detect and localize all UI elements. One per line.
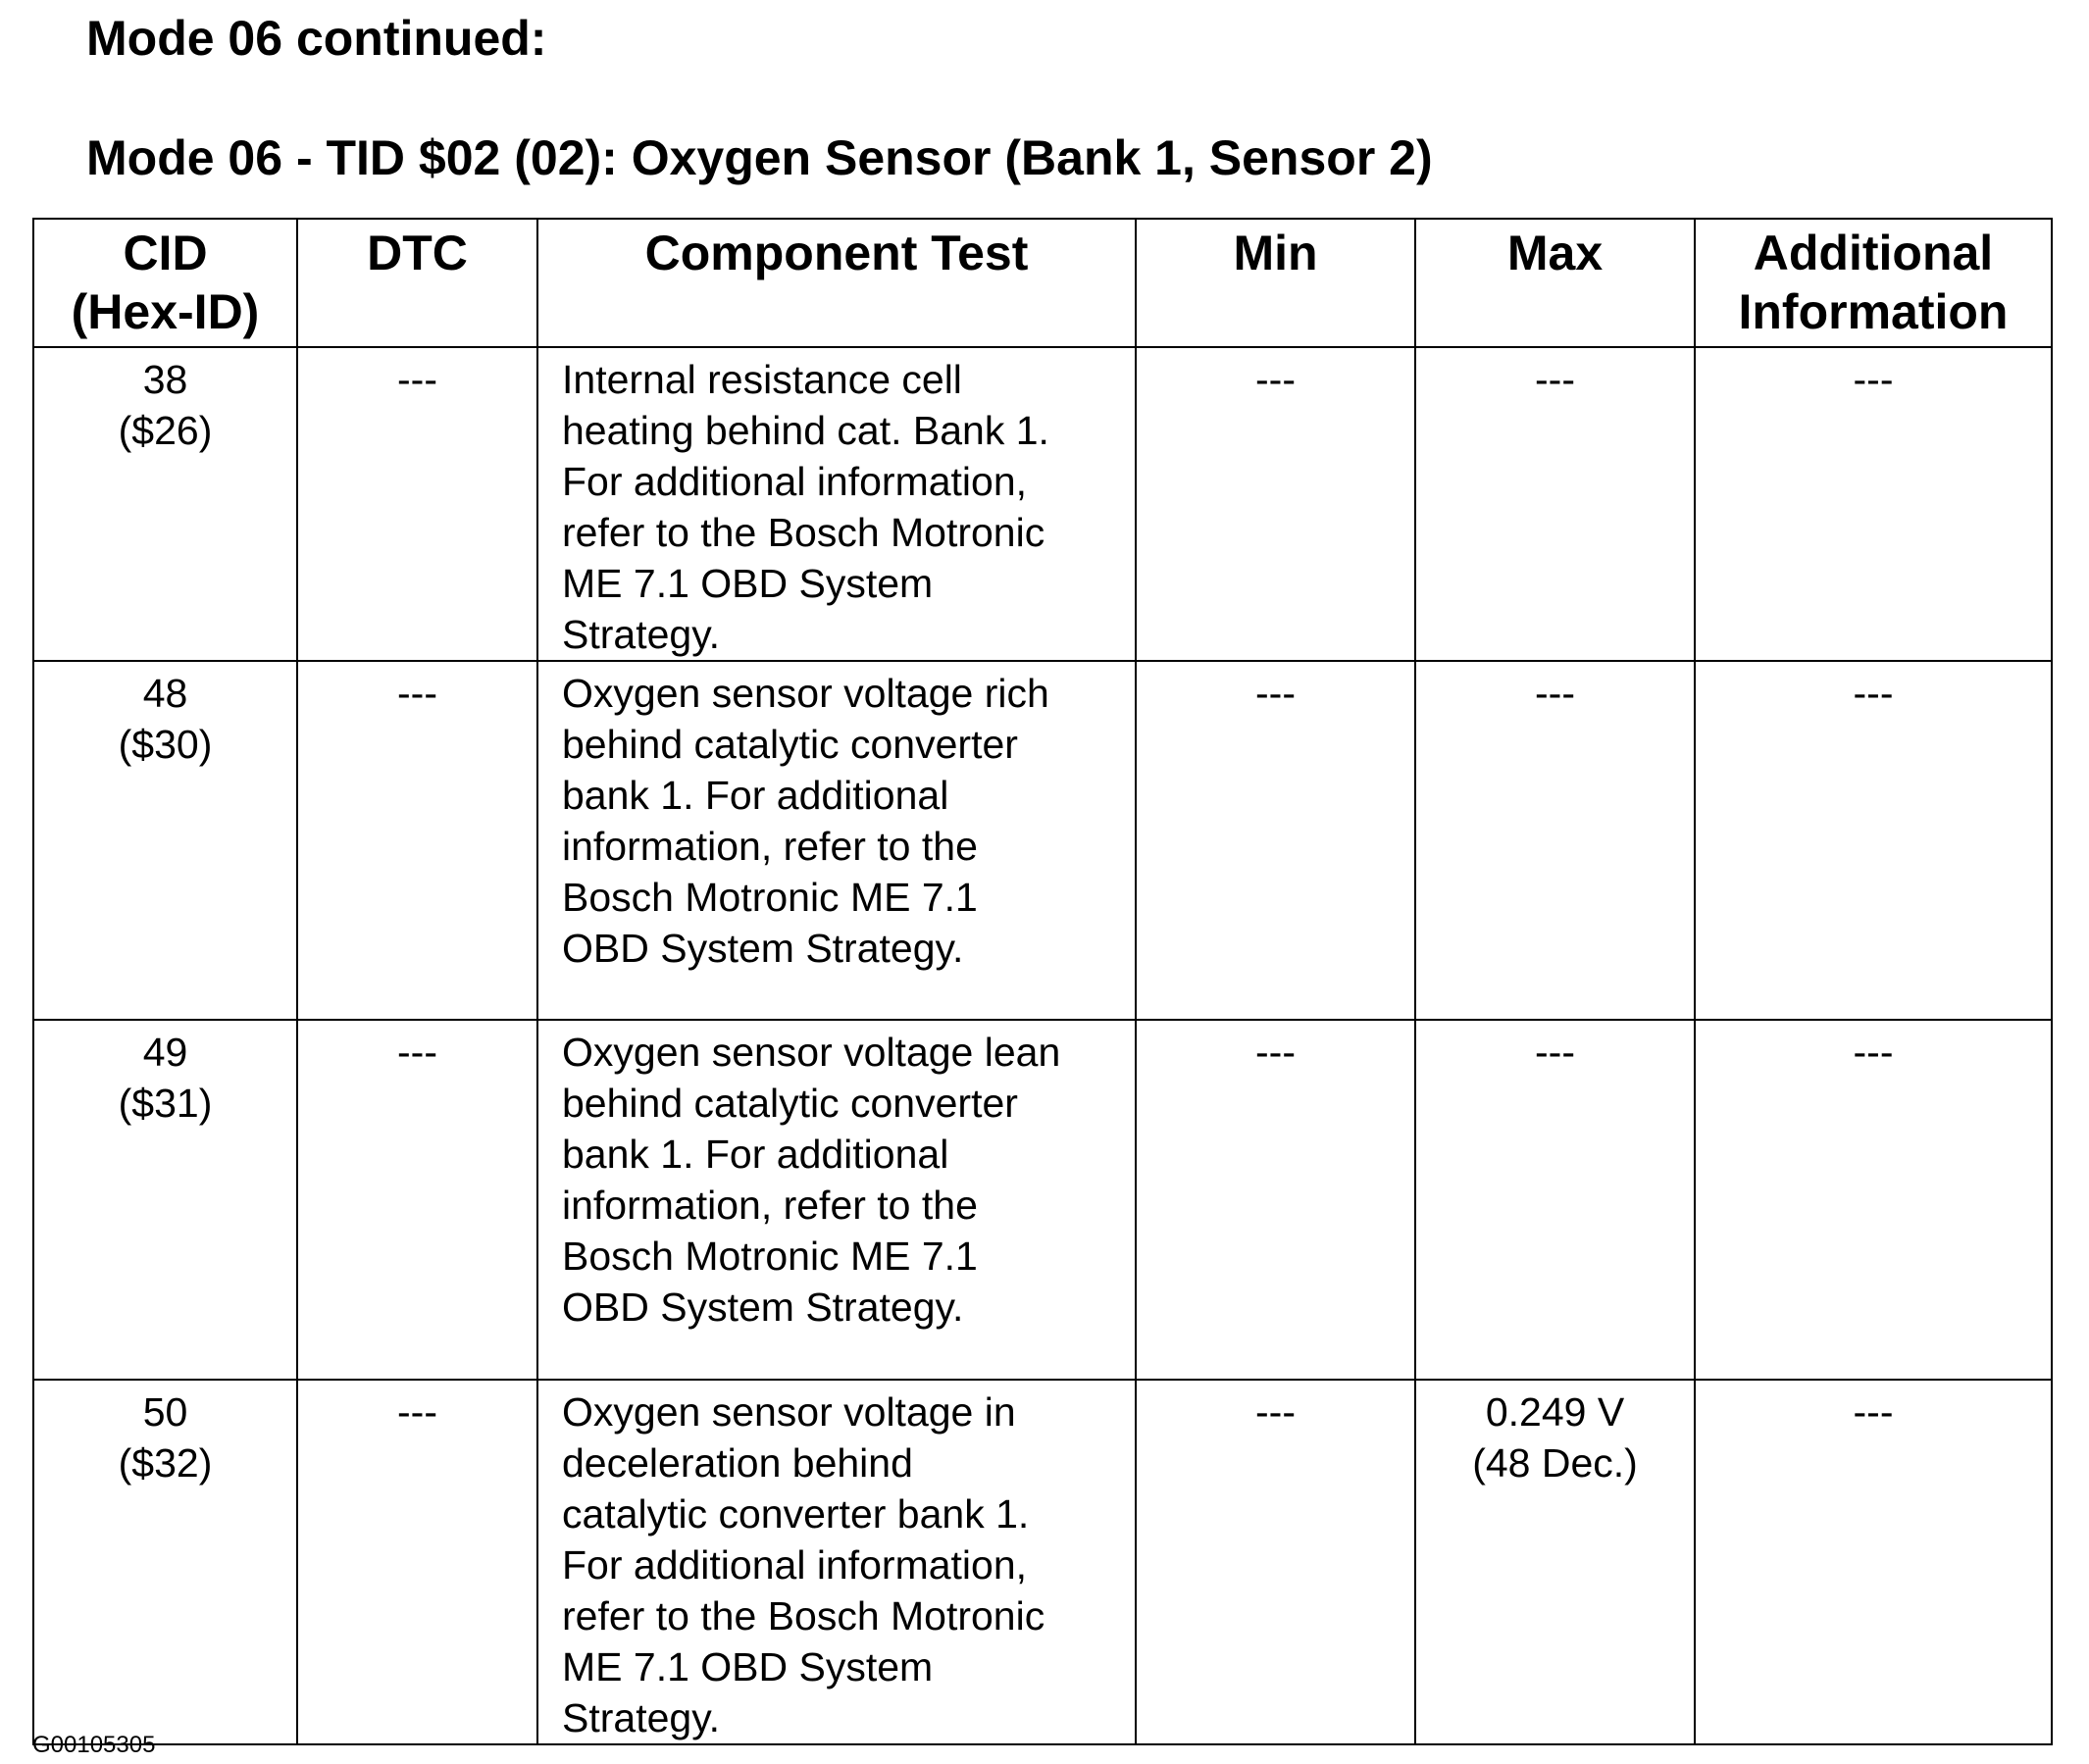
test-line: Bosch Motronic ME 7.1 (562, 875, 978, 920)
table-row (33, 661, 2052, 1020)
col-header-max (1415, 219, 1695, 347)
cid-value: 38 (142, 357, 188, 402)
table-row (33, 347, 2052, 661)
component-test-cell (537, 1380, 1136, 1744)
additional-info-cell: --- (1695, 347, 2052, 661)
hex-id-value: ($26) (118, 408, 213, 453)
col-header-dtc (297, 219, 537, 347)
test-line: For additional information, (562, 459, 1028, 504)
cid-cell (33, 347, 297, 661)
cid-cell (33, 661, 297, 1020)
additional-info-cell: --- (1695, 1380, 2052, 1744)
hex-id-value: ($31) (118, 1081, 213, 1126)
additional-info-cell: --- (1695, 661, 2052, 1020)
min-cell: --- (1136, 661, 1415, 1020)
col-header-max-label: Max (1506, 226, 1604, 280)
test-line: ME 7.1 OBD System (562, 1644, 934, 1689)
max-cell (1415, 347, 1695, 661)
test-line: refer to the Bosch Motronic (562, 1593, 1045, 1638)
col-header-cid-line2: (Hex-ID) (71, 284, 260, 339)
test-line: Oxygen sensor voltage rich (562, 671, 1049, 716)
section-heading: Mode 06 continued: (86, 11, 547, 66)
min-cell: --- (1136, 347, 1415, 661)
max-value: --- (1535, 671, 1575, 716)
test-line: ME 7.1 OBD System (562, 561, 934, 606)
max-value: 0.249 V (1485, 1389, 1625, 1435)
component-test-cell (537, 347, 1136, 661)
test-line: behind catalytic converter (562, 722, 1018, 767)
max-cell (1415, 1020, 1695, 1380)
max-value-decimal: (48 Dec.) (1472, 1440, 1638, 1486)
max-cell (1415, 661, 1695, 1020)
dtc-cell: --- (297, 661, 537, 1020)
min-cell: --- (1136, 1380, 1415, 1744)
test-line: bank 1. For additional (562, 1132, 949, 1177)
additional-info-cell: --- (1695, 1020, 2052, 1380)
hex-id-value: ($32) (118, 1440, 213, 1486)
test-line: information, refer to the (562, 824, 978, 869)
test-line: Internal resistance cell (562, 357, 962, 402)
test-line: Oxygen sensor voltage in (562, 1389, 1016, 1435)
col-header-cid-line1: CID (123, 226, 208, 280)
dtc-cell: --- (297, 1020, 537, 1380)
max-value: --- (1535, 1030, 1575, 1075)
dtc-cell: --- (297, 1380, 537, 1744)
col-header-component-test-label: Component Test (644, 226, 1029, 280)
col-header-component-test (537, 219, 1136, 347)
dtc-cell: --- (297, 347, 537, 661)
figure-id: G00105305 (32, 1732, 156, 1758)
hex-id-value: ($30) (118, 722, 213, 767)
test-line: Strategy. (562, 612, 721, 657)
max-cell (1415, 1380, 1695, 1744)
test-line: catalytic converter bank 1. (562, 1491, 1030, 1537)
test-line: Strategy. (562, 1695, 721, 1740)
test-line: behind catalytic converter (562, 1081, 1018, 1126)
test-line: OBD System Strategy. (562, 1285, 964, 1330)
col-header-additional-info-line1: Additional (1753, 226, 1994, 280)
test-line: deceleration behind (562, 1440, 913, 1486)
min-cell: --- (1136, 1020, 1415, 1380)
cid-cell (33, 1380, 297, 1744)
test-line: bank 1. For additional (562, 773, 949, 818)
col-header-min (1136, 219, 1415, 347)
component-test-cell (537, 661, 1136, 1020)
test-line: heating behind cat. Bank 1. (562, 408, 1049, 453)
table-header-row (33, 219, 2052, 347)
cid-cell (33, 1020, 297, 1380)
test-line: information, refer to the (562, 1183, 978, 1228)
col-header-min-label: Min (1233, 226, 1318, 280)
table-row (33, 1380, 2052, 1744)
max-value: --- (1535, 357, 1575, 402)
col-header-additional-info-line2: Information (1738, 284, 2009, 339)
cid-value: 49 (142, 1030, 188, 1075)
test-line: Oxygen sensor voltage lean (562, 1030, 1061, 1075)
col-header-cid (33, 219, 297, 347)
mode06-table (32, 218, 2053, 1745)
col-header-dtc-label: DTC (367, 226, 468, 280)
component-test-cell (537, 1020, 1136, 1380)
test-line: refer to the Bosch Motronic (562, 510, 1045, 555)
table-title: Mode 06 - TID $02 (02): Oxygen Sensor (Bank 1, Sensor 2) (86, 130, 1433, 185)
cid-value: 50 (142, 1389, 188, 1435)
test-line: Bosch Motronic ME 7.1 (562, 1234, 978, 1279)
test-line: OBD System Strategy. (562, 926, 964, 971)
test-line: For additional information, (562, 1542, 1028, 1588)
cid-value: 48 (142, 671, 188, 716)
table-row (33, 1020, 2052, 1380)
col-header-additional-info (1695, 219, 2052, 347)
